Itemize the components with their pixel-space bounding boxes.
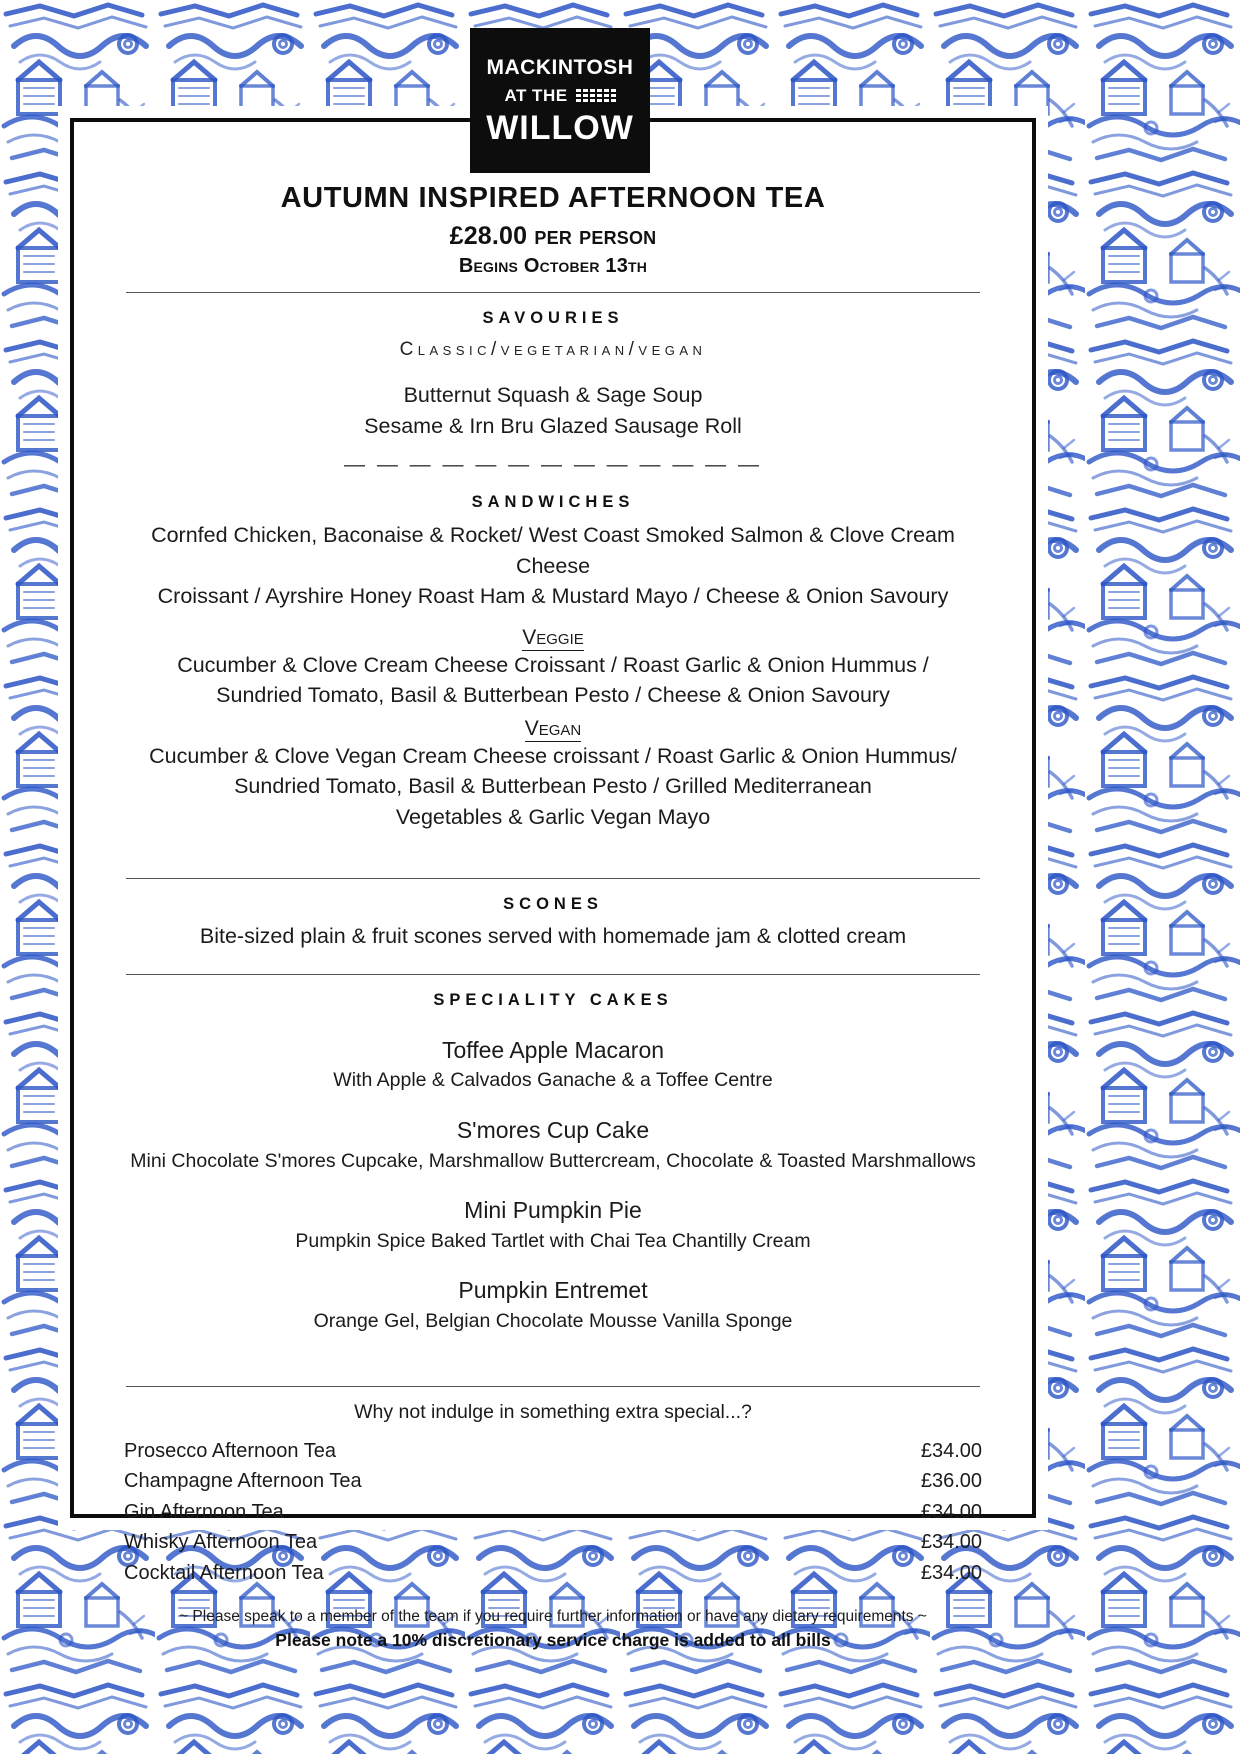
cake-name: Toffee Apple Macaron <box>441 1036 665 1063</box>
section-heading-sandwiches: SANDWICHES <box>471 493 635 512</box>
sandwich-vegan-line: Sundried Tomato, Basil & Butterbean Pesto / Grilled Mediterranean <box>234 774 872 799</box>
cake-description: Orange Gel, Belgian Chocolate Mousse Vanilla Sponge <box>313 1309 793 1332</box>
cake-item <box>118 1196 988 1254</box>
upsell-price: £34.00 <box>920 1500 982 1523</box>
menu-title: AUTUMN INSPIRED AFTERNOON TEA <box>280 182 826 214</box>
menu-card <box>70 118 1036 1650</box>
cake-description: Mini Chocolate S'mores Cupcake, Marshmallow Buttercream, Chocolate & Toasted Marshmallows <box>130 1149 976 1172</box>
divider-upsell <box>126 1386 980 1387</box>
sandwich-veggie-line: Sundried Tomato, Basil & Butterbean Pesto / Cheese & Onion Savoury <box>216 683 890 708</box>
menu-start-date: Begins October 13th <box>458 255 648 277</box>
upsell-label: Champagne Afternoon Tea <box>124 1470 362 1493</box>
upsell-price: £34.00 <box>920 1440 982 1463</box>
divider-header <box>126 292 980 293</box>
diet-label-veggie <box>118 626 988 650</box>
logo-line-willow: WILLOW <box>486 108 634 147</box>
upsell-intro: Why not indulge in something extra special...? <box>354 1401 752 1424</box>
footer-service-charge: Please note a 10% discretionary service charge is added to all bills <box>275 1630 831 1650</box>
upsell-row <box>118 1497 988 1527</box>
cake-item <box>118 1036 988 1094</box>
savouries-subheading: Classic/vegetarian/vegan <box>399 339 707 360</box>
divider-scones-bottom <box>126 974 980 975</box>
cake-description: Pumpkin Spice Baked Tartlet with Chai Tea Chantilly Cream <box>295 1229 811 1252</box>
sandwich-vegan-line: Cucumber & Clove Vegan Cream Cheese croissant / Roast Garlic & Onion Hummus/ <box>149 743 957 768</box>
savoury-item: Sesame & Irn Bru Glazed Sausage Roll <box>364 413 742 438</box>
upsell-label: Prosecco Afternoon Tea <box>124 1440 336 1463</box>
cake-name: Mini Pumpkin Pie <box>464 1196 642 1223</box>
scones-description: Bite-sized plain & fruit scones served with homemade jam & clotted cream <box>199 924 907 949</box>
section-heading-savouries: SAVOURIES <box>482 309 624 327</box>
upsell-label: Whisky Afternoon Tea <box>124 1531 318 1554</box>
logo-middle-row <box>504 87 615 104</box>
cake-item <box>118 1276 988 1334</box>
sandwich-classic-line: Croissant / Ayrshire Honey Roast Ham & Mustard Mayo / Cheese & Onion Savoury <box>157 584 949 609</box>
savoury-item: Butternut Squash & Sage Soup <box>403 383 703 407</box>
cake-item <box>118 1116 988 1174</box>
upsell-price: £34.00 <box>920 1561 982 1584</box>
footer-dietary-note: ~ Please speak to a member of the team if you require further information or have any dietary requirements ~ <box>179 1608 927 1625</box>
upsell-row <box>118 1466 988 1496</box>
upsell-price-list <box>118 1436 988 1588</box>
sandwich-classic-line: Cornfed Chicken, Baconaise & Rocket/ West Coast Smoked Salmon & Clove Cream Cheese <box>151 523 955 578</box>
cake-description: With Apple & Calvados Ganache & a Toffee Centre <box>333 1069 773 1092</box>
menu-content <box>74 122 1032 1650</box>
cake-name: Pumpkin Entremet <box>458 1276 648 1303</box>
upsell-price: £36.00 <box>920 1470 982 1493</box>
sandwich-veggie-line: Cucumber & Clove Cream Cheese Croissant / Roast Garlic & Onion Hummus / <box>177 652 929 677</box>
diet-label-vegan <box>118 717 988 741</box>
divider-scones-top <box>126 878 980 879</box>
upsell-price: £34.00 <box>920 1531 982 1554</box>
diet-label-veggie-text: Veggie <box>522 625 584 649</box>
menu-price-per-person: £28.00 per person <box>449 222 657 250</box>
upsell-label: Cocktail Afternoon Tea <box>124 1561 324 1584</box>
sandwich-vegan-line: Vegetables & Garlic Vegan Mayo <box>395 804 711 829</box>
cake-name: S'mores Cup Cake <box>456 1116 650 1143</box>
upsell-label: Gin Afternoon Tea <box>124 1500 284 1523</box>
diet-label-vegan-text: Vegan <box>524 716 582 740</box>
logo-dot-grid-icon <box>576 89 616 102</box>
divider-dashed: — — — — — — — — — — — — — <box>343 453 762 477</box>
section-heading-speciality-cakes: SPECIALITY CAKES <box>433 990 673 1009</box>
logo-line-mackintosh: MACKINTOSH <box>486 55 634 79</box>
upsell-row <box>118 1558 988 1588</box>
upsell-row <box>118 1436 988 1466</box>
logo-line-at-the: AT THE <box>504 85 568 105</box>
brand-logo <box>470 28 650 173</box>
section-heading-scones: SCONES <box>503 895 603 914</box>
upsell-row <box>118 1527 988 1557</box>
